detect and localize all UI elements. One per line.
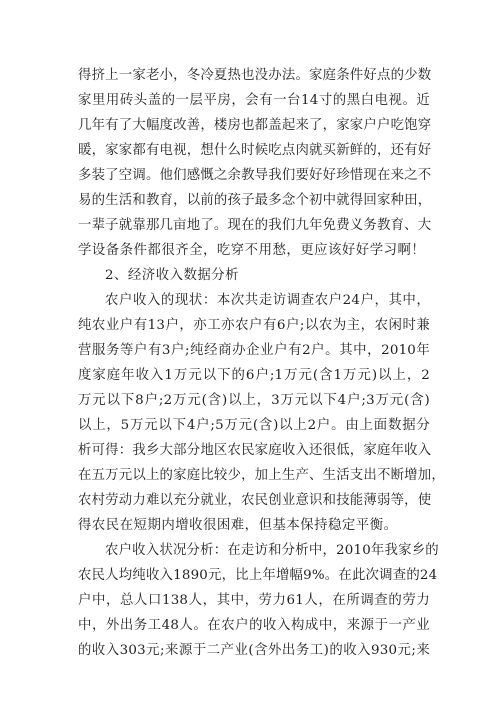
text-line: 学设备条件都很齐全，吃穿不用愁，更应该好好学习啊！ (78, 243, 426, 258)
text-line: 得农民在短期内增收很困难，但基本保持稳定平衡。 (78, 518, 398, 533)
text-line: 在五万元以上的家庭比较少，加上生产、生活支出不断增加， (78, 468, 445, 483)
text-line: 家里用砖头盖的一层平房，会有一台14寸的黑白电视。近 (78, 93, 430, 108)
text-line: 中，外出务工48人。在农户的收入构成中，来源于一产业 (78, 618, 430, 633)
section-heading (78, 263, 430, 288)
text-line: 暖，家家都有电视，想什么时候吃点肉就买新鲜的，还有好 (78, 143, 432, 158)
text-line: 的收入303元;来源于二产业(含外出务工)的收入930元;来 (78, 643, 430, 658)
text-line: 易的生活和教育，以前的孩子最多念个初中就得回家种田， (78, 193, 432, 208)
heading-text: 2、经济收入数据分析 (105, 268, 240, 283)
text-line: 农户收入状况分析：在走访和分析中，2010年我家乡的 (105, 543, 439, 558)
text-line: 纯农业户有13户，亦工亦农户有6户;以农为主，农闲时兼 (78, 318, 430, 333)
text-line: 度家庭年收入1万元以下的6户;1万元(含1万元)以上，2 (78, 368, 430, 383)
text-line: 以上，5万元以下4户;5万元(含)以上2户。由上面数据分 (78, 418, 430, 433)
paragraph-living-conditions (78, 63, 430, 263)
paragraph-income-analysis (78, 538, 439, 663)
paragraph-income-status (78, 288, 445, 538)
text-line: 农户收入的现状：本次共走访调查农户24户，其中， (105, 293, 430, 308)
text-line: 农村劳动力难以充分就业，农民创业意识和技能薄弱等，使 (78, 493, 432, 508)
text-line: 得挤上一家老小，冬冷夏热也没办法。家庭条件好点的少数 (78, 68, 432, 83)
text-line: 营服务等户有3户;纯经商办企业户有2户。其中，2010年 (78, 343, 430, 358)
text-line: 多装了空调。他们感慨之余教导我们要好好珍惜现在来之不 (78, 168, 432, 183)
text-line: 析可得：我乡大部分地区农民家庭收入还很低，家庭年收入 (78, 443, 432, 458)
text-line: 万元以下8户;2万元(含)以上，3万元以下4户;3万元(含) (78, 393, 430, 408)
text-line: 户中，总人口138人，其中，劳力61人，在所调查的劳力 (78, 593, 430, 608)
text-line: 一辈子就靠那几亩地了。现在的我们九年免费义务教育、大 (78, 218, 432, 233)
text-line: 几年有了大幅度改善，楼房也都盖起来了，家家户户吃饱穿 (78, 118, 432, 133)
document-page (78, 63, 445, 663)
text-line: 农民人均纯收入1890元，比上年增幅9%。在此次调查的24 (78, 568, 438, 583)
